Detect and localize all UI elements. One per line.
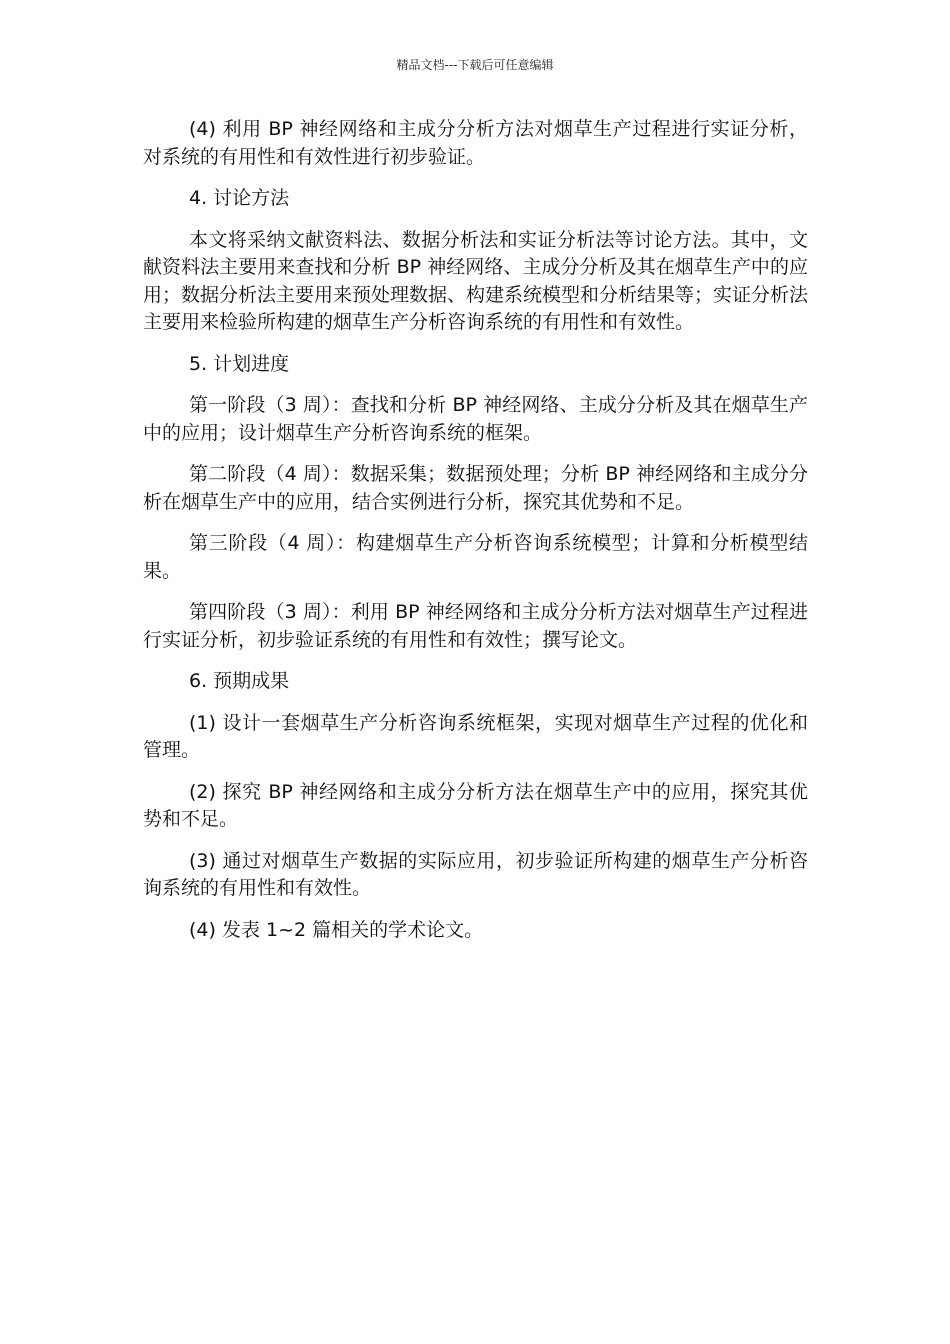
document-body	[143, 116, 808, 958]
paragraph-stage-1: 第一阶段（3 周）：查找和分析 BP 神经网络、主成分分析及其在烟草生产中的应用；设计烟草生产分析咨询系统的框架。	[143, 394, 808, 444]
paragraph-result-3: (3) 通过对烟草生产数据的实际应用，初步验证所构建的烟草生产分析咨询系统的有用性和有效性。	[143, 849, 808, 899]
section-heading-method: 4. 讨论方法	[189, 187, 290, 209]
paragraph-method: 本文将采纳文献资料法、数据分析法和实证分析法等讨论方法。其中，文献资料法主要用来查找和分析 BP 神经网络、主成分分析及其在烟草生产中的应用；数据分析法主要用来预处理数据、构建系统模型和分析结果等；实证分析法主要用来检验所构建的烟草生产分析咨询系统的有用性和有效性。	[143, 228, 809, 333]
paragraph-stage-4: 第四阶段（3 周）：利用 BP 神经网络和主成分分析方法对烟草生产过程进行实证分析，初步验证系统的有用性和有效性；撰写论文。	[143, 601, 808, 651]
paragraph-result-2: (2) 探究 BP 神经网络和主成分分析方法在烟草生产中的应用，探究其优势和不足。	[143, 780, 808, 830]
paragraph-aim-4: (4) 利用 BP 神经网络和主成分分析方法对烟草生产过程进行实证分析，对系统的有用性和有效性进行初步验证。	[143, 118, 808, 168]
paragraph-stage-3: 第三阶段（4 周）：构建烟草生产分析咨询系统模型；计算和分析模型结果。	[143, 532, 808, 582]
paragraph-stage-2: 第二阶段（4 周）：数据采集；数据预处理；分析 BP 神经网络和主成分分析在烟草生产中的应用，结合实例进行分析，探究其优势和不足。	[143, 463, 808, 513]
section-heading-plan: 5. 计划进度	[189, 352, 290, 375]
paragraph-result-1: (1) 设计一套烟草生产分析咨询系统框架，实现对烟草生产过程的优化和管理。	[143, 711, 808, 761]
paragraph-result-4: (4) 发表 1~2 篇相关的学术论文。	[189, 918, 484, 941]
page-header-watermark: 精品文档---下载后可任意编辑	[396, 58, 554, 72]
section-heading-results: 6. 预期成果	[189, 670, 290, 692]
